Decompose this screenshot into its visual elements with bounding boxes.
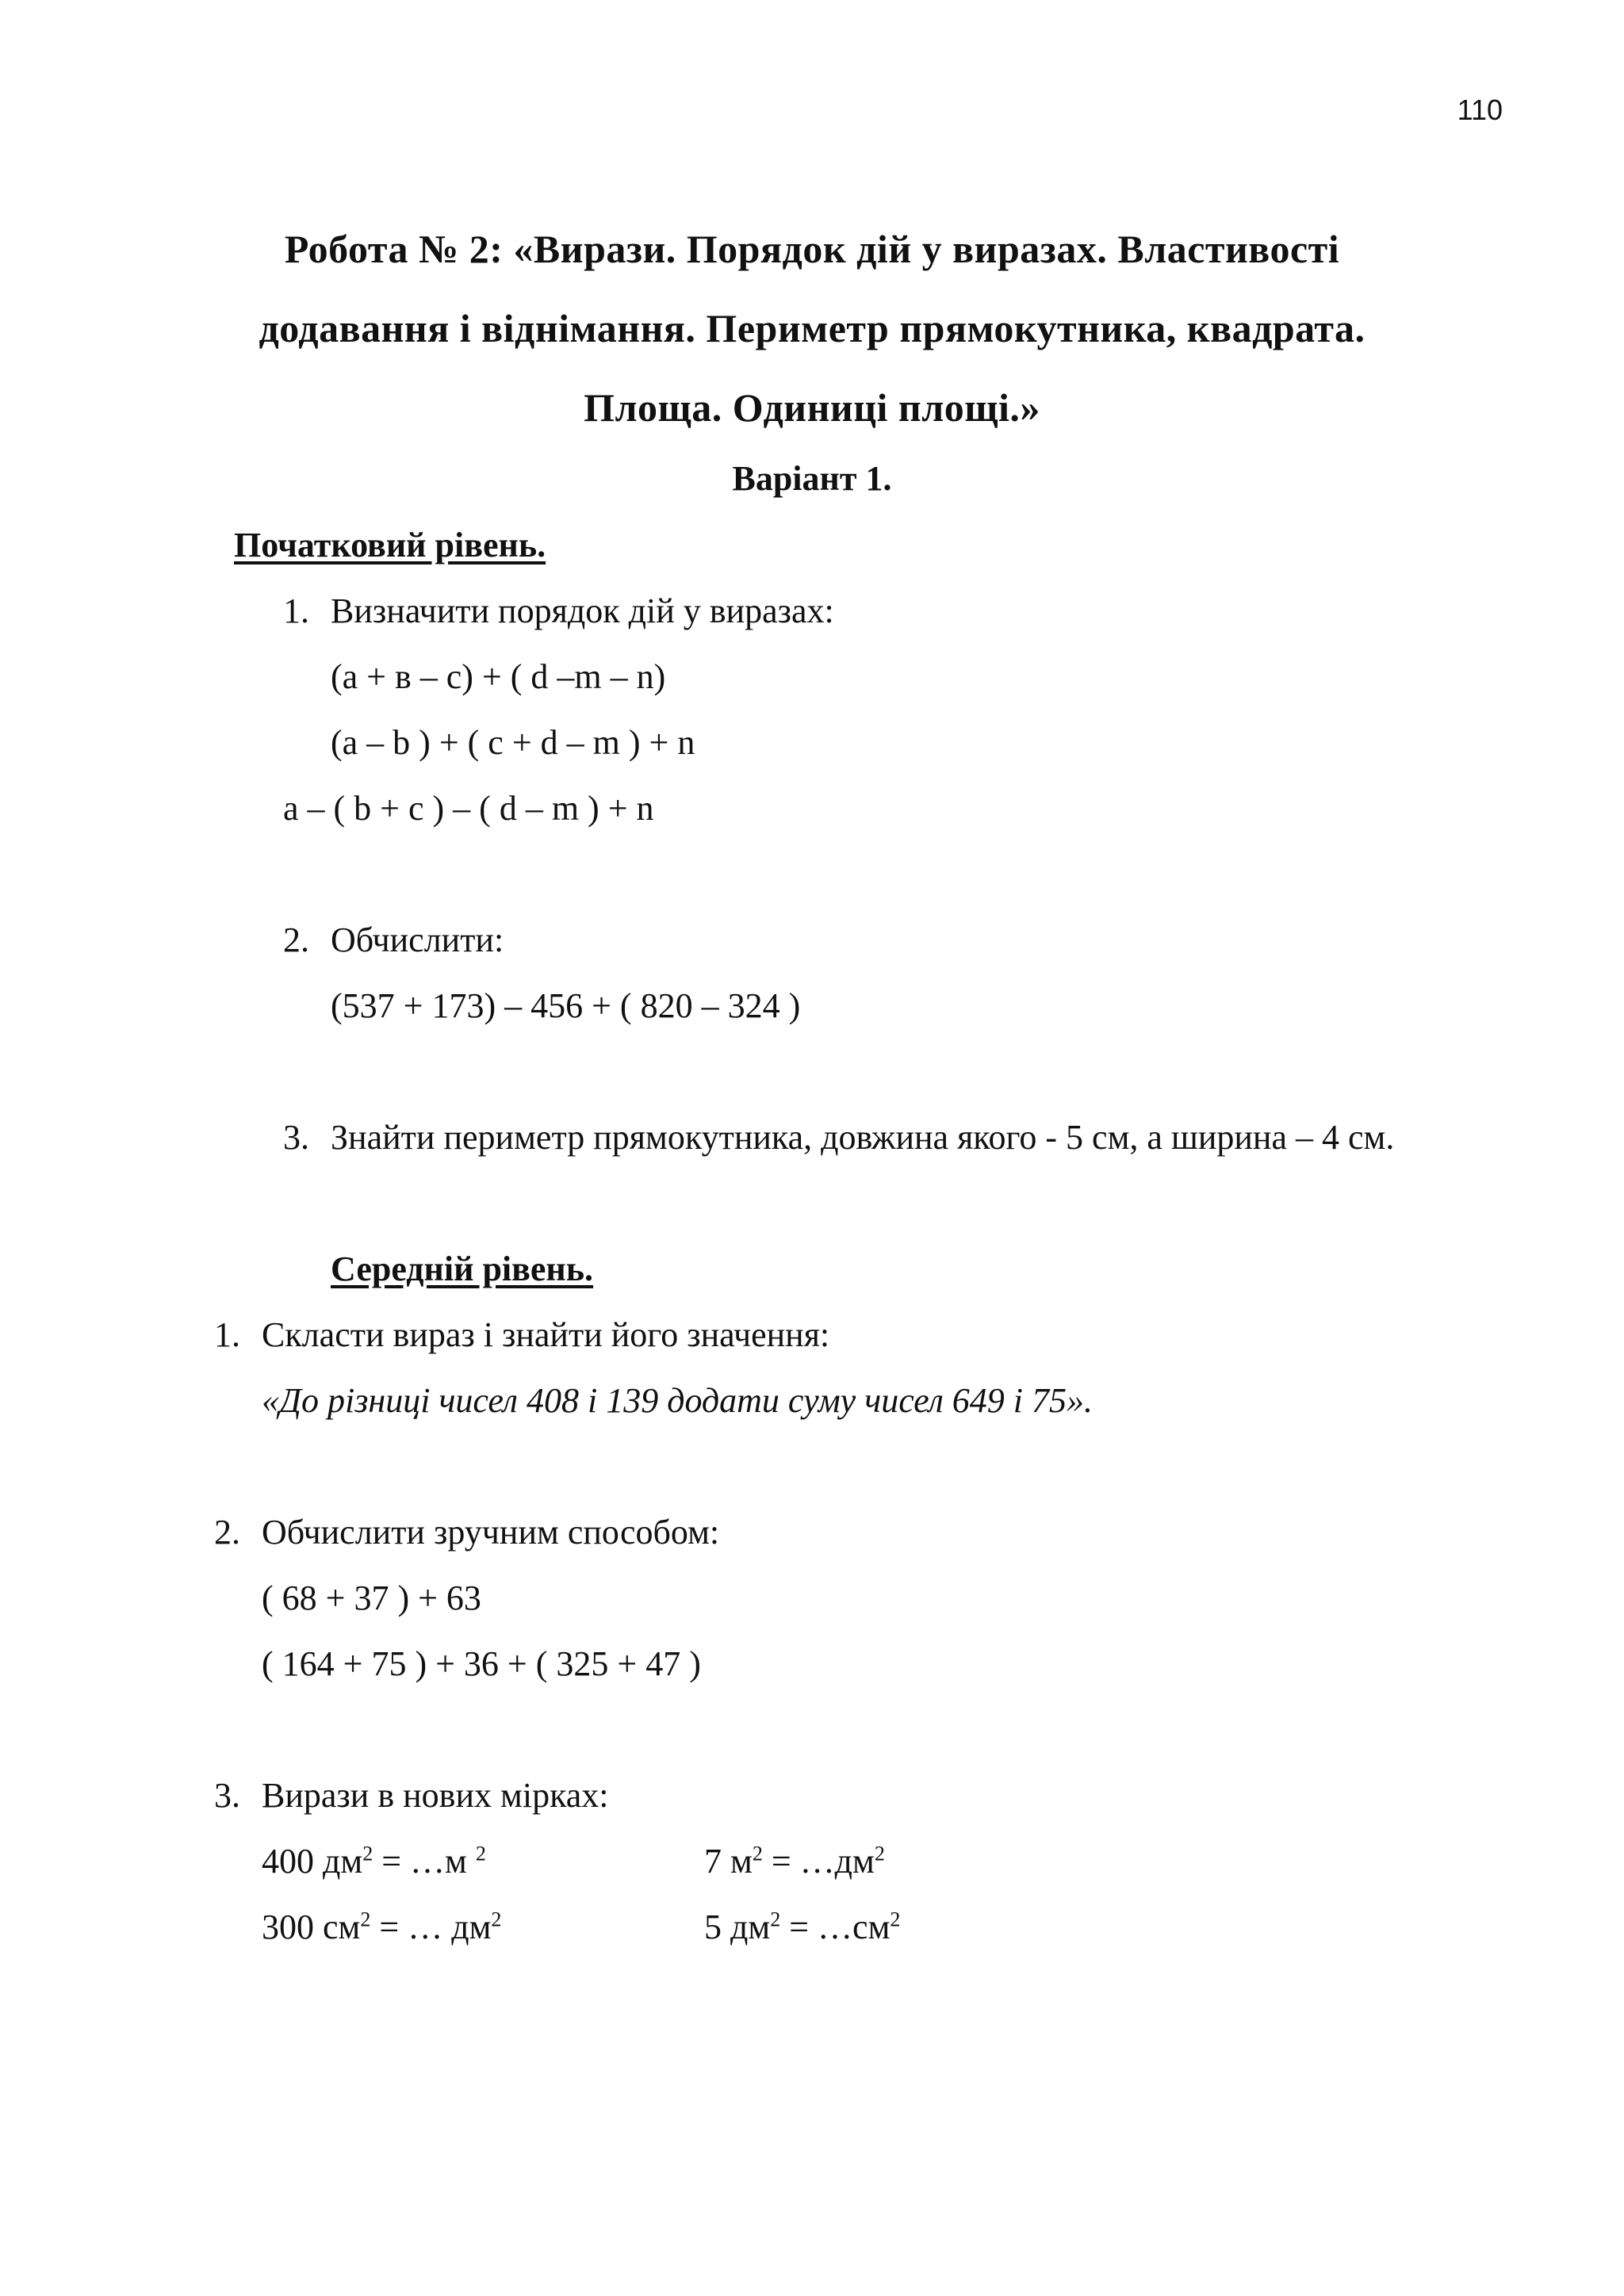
page-number: 110: [1457, 94, 1503, 126]
conversion-1: 400 $дм^2$ = …м $^2$: [262, 1842, 486, 1881]
conversion-4: 5 $дм^2$ = $\dots см^2$: [704, 1908, 901, 1946]
variant-heading: Варіант 1.: [732, 459, 892, 498]
initial-level-heading: Початковий рівень.: [234, 526, 546, 564]
task-text: Обчислити зручним способом:: [262, 1513, 720, 1552]
task-text: Обчислити:: [331, 920, 504, 959]
initial-task-2: [283, 920, 504, 960]
task-number: 3.: [283, 1118, 309, 1157]
task-number: 1.: [214, 1315, 240, 1354]
task-number: 3.: [214, 1776, 240, 1815]
task-quote: «До різниці чисел 408 і 139 додати суму чисел 649 і 75».: [262, 1381, 1093, 1420]
initial-task-3: [283, 1117, 1394, 1158]
middle-level-heading: Середній рівень.: [331, 1249, 594, 1288]
expression: (537 + 173) – 456 + ( 820 – 324 ): [331, 986, 801, 1025]
conversion-2: 7 $м^2$ = $\dots дм^2$: [704, 1842, 885, 1881]
title-line-2: додавання і віднімання. Периметр прямокутника, квадрата.: [259, 306, 1365, 350]
expression-3: a – ( b + c ) – ( d – m ) + n: [283, 789, 654, 828]
task-number: 2.: [214, 1513, 240, 1552]
middle-task-2: [214, 1512, 719, 1552]
conversion-3: 300 $см^2$ = … $дм^2$: [262, 1908, 502, 1946]
middle-task-3: [214, 1775, 609, 1816]
expression-2: (a – b ) + ( c + d – m ) + n: [331, 723, 695, 762]
task-text: Знайти периметр прямокутника, довжина якого - 5 см, а ширина – 4 см.: [331, 1118, 1395, 1157]
task-number: 1.: [283, 591, 309, 630]
initial-task-1: [283, 591, 834, 631]
expression-1: ( 68 + 37 ) + 63: [262, 1578, 481, 1617]
title-line-3: Площа. Одиниці площі.»: [584, 385, 1040, 430]
task-text: Визначити порядок дій у виразах:: [331, 591, 834, 630]
expression-2: ( 164 + 75 ) + 36 + ( 325 + 47 ): [262, 1644, 701, 1683]
title-line-1: Робота № 2: «Вирази. Порядок дій у виразах. Властивості: [284, 227, 1340, 271]
task-text: Вирази в нових мірках:: [262, 1776, 609, 1815]
expression-1: (а + в – с) + ( d –m – n): [331, 657, 666, 696]
middle-task-1: [214, 1314, 829, 1355]
task-number: 2.: [283, 920, 309, 959]
task-text: Скласти вираз і знайти його значення:: [262, 1315, 830, 1354]
